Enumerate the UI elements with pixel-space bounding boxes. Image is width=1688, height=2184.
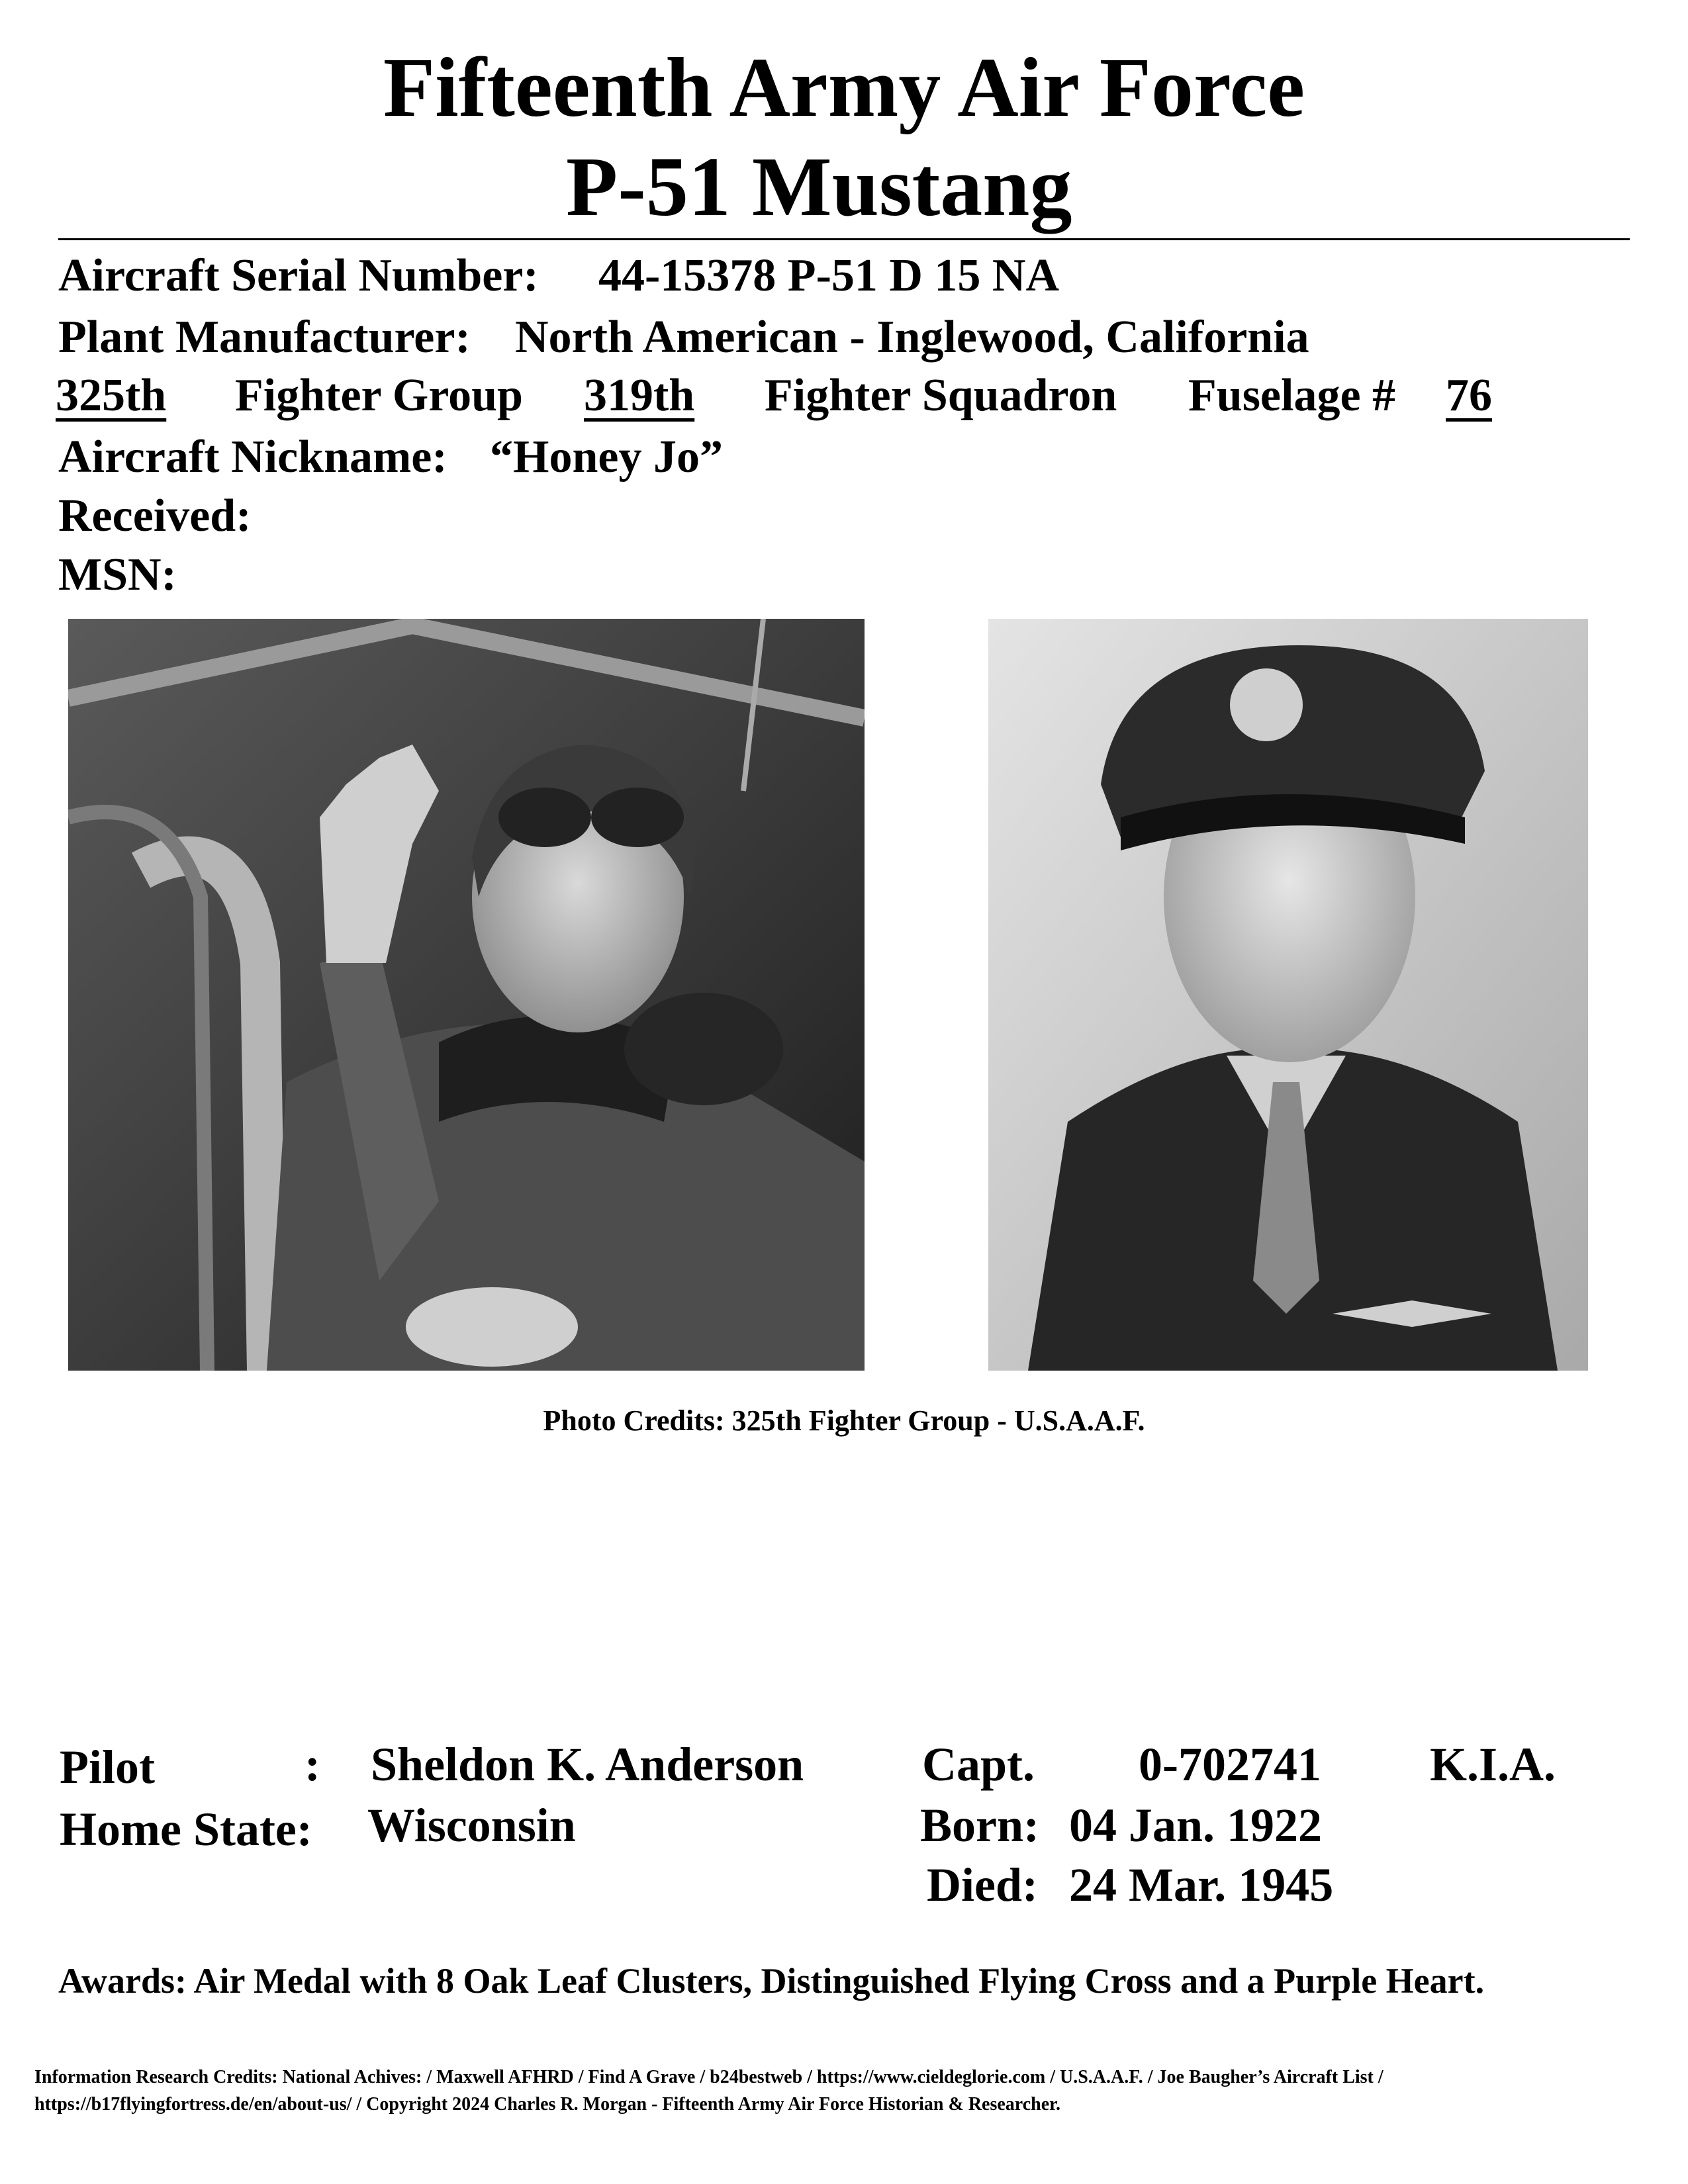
manufacturer-value: North American - Inglewood, California xyxy=(515,312,1309,363)
photo-credit: Photo Credits: 325th Fighter Group - U.S.A.A.F. xyxy=(543,1404,1145,1437)
cockpit-photo xyxy=(68,619,865,1371)
pilot-colon: : xyxy=(305,1738,320,1791)
research-credits-line1: Information Research Credits: National Achives: / Maxwell AFHRD / Find A Grave / b24bestweb / https://www.cieldeglorie.com / U.S.A.A.F. / Joe Baugher’s Aircraft List / xyxy=(34,2067,1383,2087)
born-label: Born: xyxy=(920,1799,1039,1852)
received-label: Received: xyxy=(58,490,252,541)
serial-value: 44-15378 P-51 D 15 NA xyxy=(598,250,1060,301)
research-credits-line2: https://b17flyingfortress.de/en/about-us/ / Copyright 2024 Charles R. Morgan - Fifteenth Army Air Force Historian & Researcher. xyxy=(34,2094,1060,2115)
fuselage-label: Fuselage # xyxy=(1188,370,1396,421)
fuselage-value: 76 xyxy=(1446,370,1492,421)
fuselage-value-field xyxy=(1422,370,1525,421)
serial-label: Aircraft Serial Number: xyxy=(58,250,539,301)
died-label: Died: xyxy=(927,1858,1038,1911)
page-subtitle: P-51 Mustang xyxy=(566,140,1072,234)
awards: Awards: Air Medal with 8 Oak Leaf Clusters, Distinguished Flying Cross and a Purple Heart. xyxy=(58,1961,1485,2001)
nickname-label: Aircraft Nickname: xyxy=(58,432,447,482)
group-label: Fighter Group xyxy=(235,370,523,421)
manufacturer-label: Plant Manufacturer: xyxy=(58,312,471,363)
home-state-label: Home State: xyxy=(60,1803,312,1856)
page-title: Fifteenth Army Air Force xyxy=(383,40,1305,134)
pilot-label: Pilot xyxy=(60,1741,155,1794)
pilot-portrait-photo xyxy=(988,619,1588,1371)
pilot-rank: Capt. xyxy=(922,1738,1035,1791)
squadron-value: 319th xyxy=(584,370,695,421)
pilot-service-number: 0-702741 xyxy=(1139,1738,1321,1791)
home-state-value: Wisconsin xyxy=(367,1799,576,1852)
born-value: 04 Jan. 1922 xyxy=(1069,1799,1323,1852)
pilot-name: Sheldon K. Anderson xyxy=(371,1738,804,1791)
nickname-value: “Honey Jo” xyxy=(490,432,723,482)
died-value: 24 Mar. 1945 xyxy=(1069,1858,1334,1911)
group-value: 325th xyxy=(56,370,167,421)
msn-label: MSN: xyxy=(58,549,177,600)
squadron-label: Fighter Squadron xyxy=(765,370,1117,421)
header-rule xyxy=(58,238,1630,240)
pilot-status: K.I.A. xyxy=(1430,1738,1556,1791)
squadron-value-field xyxy=(584,370,734,421)
group-value-field xyxy=(56,370,206,421)
